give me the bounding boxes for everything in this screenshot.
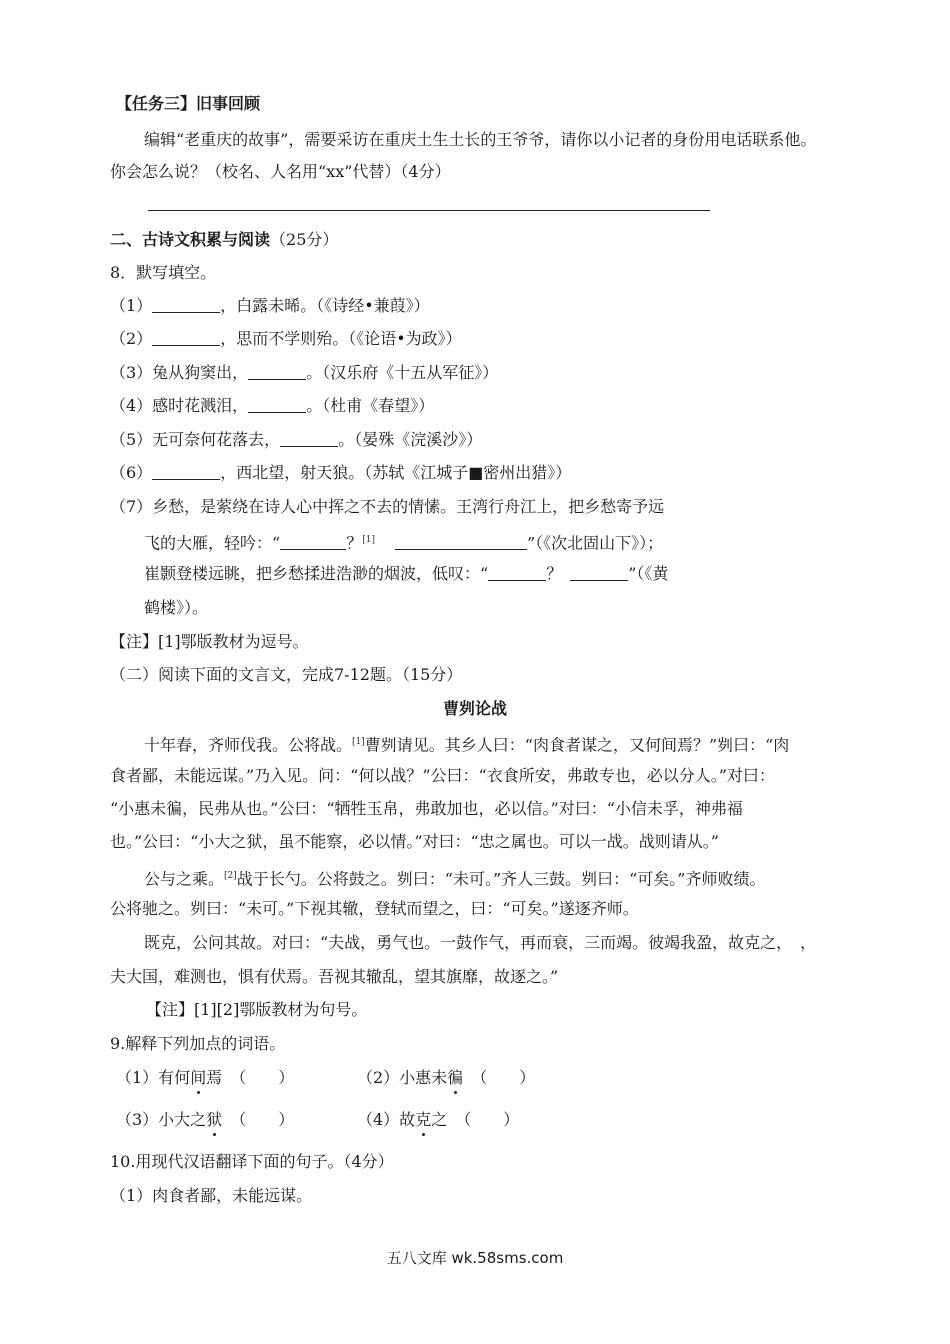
q9-item-1-dotted-word: 间 (190, 1068, 207, 1087)
q9-item-2 (357, 1067, 535, 1089)
q10-item-1: （1）肉食者鄙，未能远谋。 (110, 1186, 313, 1205)
q8-item-4-blank[interactable] (248, 396, 306, 413)
passage-p2-line1 (144, 865, 766, 890)
part2-intro: （二）阅读下面的文言文，完成7-12题。（15分） (110, 665, 463, 684)
q9-item-4-a: （4）故 (357, 1110, 416, 1129)
q8-item-7-blank-4[interactable] (570, 564, 628, 581)
passage-title: 曹刿论战 (442, 699, 507, 718)
q8-item-5-pre: （5）无可奈何花落去， (110, 430, 281, 449)
q8-item-4-post: 。（杜甫《春望》） (306, 396, 435, 415)
q9-item-3 (116, 1109, 294, 1131)
passage-p1-line2: 食者鄙，未能远谋。”乃入见。问：“何以战？”公曰：“衣食所安，弗敢专也，必以分人。”对曰： (110, 766, 775, 785)
q8-item-5-post: 。（晏殊《浣溪沙》） (338, 430, 483, 449)
passage-p3-line2: 夫大国，难测也，惧有伏焉。吾视其辙乱，望其旗靡，故逐之。” (110, 967, 559, 986)
q8-item-3-post: 。（汉乐府《十五从军征》） (306, 363, 499, 382)
passage-p1-line1 (144, 731, 789, 756)
passage-p2-line1-b: 战于长勺。公将鼓之。刿曰：“未可。”齐人三鼓。刿曰：“可矣。”齐师败绩。 (236, 869, 766, 889)
q9-item-4 (357, 1109, 519, 1131)
q8-item-7-line2-c: ”（《次北固山下》）； (526, 533, 664, 553)
q8-item-6-num: （6） (110, 463, 153, 482)
q8-item-5-blank[interactable] (280, 430, 338, 447)
q8-item-7-line3-b: ？ (546, 564, 563, 583)
q8-item-7-line2-a: 飞的大雁，轻吟：“ (144, 533, 281, 553)
q8-item-4 (110, 395, 434, 417)
q8-item-7-line4: 鹤楼》）。 (144, 598, 209, 617)
q8-item-7-line3-a: 崔颢登楼远眺，把乡愁揉进浩渺的烟波，低叹：“ (144, 564, 489, 583)
q8-item-7-blank-1[interactable] (280, 533, 346, 550)
q8-item-3 (110, 362, 498, 384)
q10-title: 10.用现代汉语翻译下面的句子。（4分） (110, 1152, 394, 1171)
q8-item-4-pre: （4）感时花溅泪， (110, 396, 249, 415)
passage-p2-line1-a: 公与之乘。 (144, 869, 225, 889)
q8-item-6 (110, 462, 571, 484)
q8-item-7-blank-3[interactable] (488, 564, 546, 581)
q8-item-1-text: ，白露未晞。（《诗经•兼葭》） (220, 296, 430, 315)
q8-item-6-text: ，西北望，射天狼。（苏轼《江城子■密州出猎》） (220, 463, 572, 482)
passage-p1-line1-a: 十年春，齐师伐我。公将战。 (144, 735, 353, 755)
section2-points: （25分） (270, 230, 339, 249)
passage-p1-line1-b: 曹刿请见。其乡人曰：“肉食者谋之，又何间焉？”刿曰：“肉 (364, 735, 790, 755)
q9-item-1-c: 焉 （ ） (206, 1068, 295, 1087)
q8-item-2 (110, 328, 462, 350)
passage-footnote-ref-2: [2] (224, 871, 237, 881)
passage-p1-line4: 也。”公曰：“小大之狱，虽不能察，必以情。”对曰：“忠之属也。可以一战。战则请从。” (110, 832, 719, 851)
q9-item-1 (116, 1067, 294, 1089)
q8-item-7-line2 (144, 529, 663, 554)
q8-item-2-num: （2） (110, 329, 153, 348)
answer-line[interactable] (148, 210, 710, 211)
q9-item-3-dotted-word: 狱 (206, 1110, 223, 1129)
q8-item-1-blank[interactable] (152, 296, 220, 313)
q8-item-7-line2-b: ？ (346, 533, 363, 553)
q8-item-7-line3 (144, 563, 668, 585)
q8-item-2-blank[interactable] (152, 329, 220, 346)
q8-item-1-num: （1） (110, 296, 153, 315)
passage-footnote-ref-1: [1] (352, 737, 365, 747)
q8-item-3-pre: （3）兔从狗窦出， (110, 363, 249, 382)
q8-item-1 (110, 295, 430, 317)
q8-item-3-blank[interactable] (248, 363, 306, 380)
passage-p1-line3: “小惠未徧，民弗从也。”公曰：“牺牲玉帛，弗敢加也，必以信。”对曰：“小信未孚，神弗福 (110, 799, 743, 818)
passage-p2-line2: 公将驰之。刿曰：“未可。”下视其辙，登轼而望之，曰：“可矣。”遂逐齐师。 (110, 899, 639, 918)
task3-prompt-line1: 编辑“老重庆的故事”，需要采访在重庆土生土长的王爷爷，请你以小记者的身份用电话联系他。 (144, 130, 817, 149)
task3-prompt-line2: 你会怎么说？（校名、人名用“xx”代替）（4分） (110, 162, 451, 181)
passage-note: 【注】[1][2]鄂版教材为句号。 (146, 1000, 368, 1019)
q9-title: 9.解释下列加点的词语。 (110, 1034, 286, 1053)
q8-item-7-line1: （7）乡愁，是萦绕在诗人心中挥之不去的情愫。王湾行舟江上，把乡愁寄予远 (110, 497, 665, 516)
q9-item-1-a: （1）有何 (116, 1068, 191, 1087)
q8-title: 8．默写填空。 (110, 263, 217, 282)
q9-item-4-c: 之 （ ） (431, 1110, 520, 1129)
q9-item-2-c: （ ） (463, 1068, 536, 1087)
q9-item-4-dotted-word: 克 (415, 1110, 432, 1129)
q8-item-7-line3-c: ”（《黄 (628, 564, 669, 583)
task3-heading: 【任务三】旧事回顾 (116, 94, 261, 113)
q9-item-2-a: （2）小惠未 (357, 1068, 448, 1087)
q8-item-7-blank-2[interactable] (395, 533, 527, 550)
q9-item-3-a: （3）小大之 (116, 1110, 207, 1129)
q8-note: 【注】[1]鄂版教材为逗号。 (110, 632, 309, 651)
section2-heading-row (110, 229, 338, 251)
footer-watermark[interactable]: 五八文库 wk.58sms.com (386, 1249, 564, 1267)
q8-item-2-text: ，思而不学则殆。（《论语•为政》） (220, 329, 462, 348)
q9-item-3-c: （ ） (222, 1110, 295, 1129)
passage-p3-line1: 既克，公问其故。对曰：“夫战，勇气也。一鼓作气，再而衰，三而竭。彼竭我盈，故克之， ， (144, 933, 817, 952)
q8-item-5 (110, 429, 482, 451)
section2-heading: 二、古诗文积累与阅读 (110, 230, 271, 249)
q8-item-7-footnote-ref: [1] (362, 535, 375, 545)
q8-item-6-blank[interactable] (152, 463, 220, 480)
q9-item-2-dotted-word: 徧 (447, 1068, 464, 1087)
